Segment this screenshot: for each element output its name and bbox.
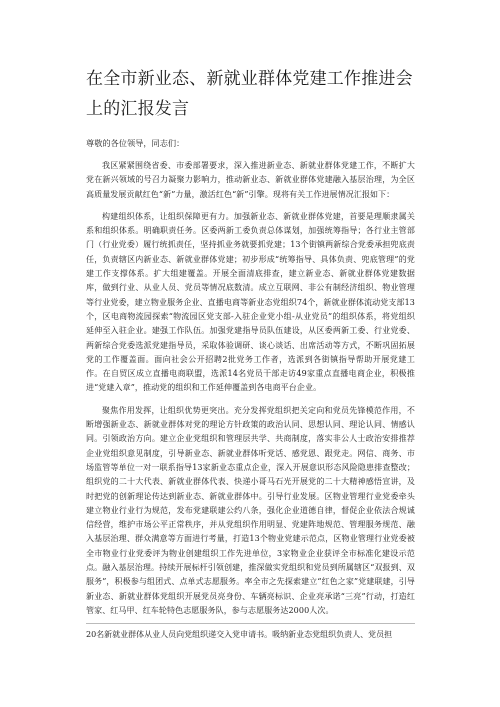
greeting: 尊敬的各位领导，同志们： — [86, 138, 185, 148]
paragraph-intro: 我区紧紧围绕省委、市委部署要求，深入推进新业态、新就业群体党建工作，不断扩大党在新兴领域的号召力凝聚力影响力，推动新业态、新就业群体党建融入基层治理，为全区高质量发展贡献红色“新”力量，激活红色“新”引擎。现将有关工作进展情况汇报如下： — [86, 161, 415, 199]
page-divider — [86, 623, 415, 624]
document-title: 在全市新业态、新就业群体党建工作推进会上的汇报发言 — [86, 69, 413, 119]
paragraph-organization-role: 聚焦作用发挥，让组织优势更突出。充分发挥党组织把关定向和党员先锋模范作用，不断增强新业态、新就业群体对党的理论方针政策的政治认同、思想认同、理论认同、情感认同。引领政治方向。建立企业党组织和管理层共学、共商制度，落实非公人士政治安排推荐企业党组织意见制度，引导新业态、新就业群体听党话、感党恩、跟党走。网信、商务、市场监管等单位一对一联系指导13家新业态重点企业，深入开展意识形态风险隐患排查整改；组织党的二十大代表、新就业群体代表、快递小哥马石光开展党的二十大精神感悟宣讲，及时把党的创新理论传达到新业态、新就业群体中。引导行业发展。区物业管理行业党委牵头建立物业行业行为规范，发布党建联建公约八条，强化企业道德自律，督促企业依法合规诚信经营，维护市场公平正常秩序，并从党组织作用明显、党建阵地规范、管理服务规范、融入基层治理、群众满意等方面进行考量，打造13个物业党建示范点，区物业管理行业党委被全市物业行业党委评为物业创建组织工作先进单位，3家物业企业获评全市标准化建设示范点。融入基层治理。持续开展标杆引领创建，推深做实党组织和党员到所属辖区“双报到、双服务”，积极参与组团式、点单式志愿服务。率全市之先探索建立“红色之家”党建联建，引导新业态、新就业群体党组织开展党员亮身份、车辆亮标识、企业亮承诺“三亮”行动，打造红管家、红马甲、红车轮特色志愿服务队，参与志愿服务达2000人次。 — [86, 405, 415, 615]
paragraph-organization-system: 构建组织体系，让组织保障更有力。加强新业态、新就业群体党建，首要是理顺隶属关系和组织体系。明确职责任务。区委两新工委负责总体谋划，加强统筹指导；各行业主管部门（行业党委）履行统抓责任，坚持抓业务就要抓党建；13个街镇两新综合党委承担兜底责任，负责辖区内新业态、新就业群体党建；初步形成“统筹指导、具体负责、兜底管理”的党建工作支撑体系。扩大组建覆盖。开展全面清底排查，建立新业态、新就业群体党建数据库，做到行业、从业人员、党员等情况底数清。成立互联网、非公有制经济组织、物业管理等行业党委，建立物业服务企业、直播电商等新业态党组织74个，新就业群体流动党支部13个，区电商物流园探索“物流园区党支部-入驻企业党小组-从业党员”的组织体系，将党组织延伸至入驻企业。建强工作队伍。加强党建指导员队伍建设，从区委两新工委、行业党委、两新综合党委选派党建指导员，采取体验调研、谈心谈话、出席活动等方式，不断巩固拓展党的工作覆盖面。面向社会公开招聘2批党务工作者，选派到各街镇指导帮助开展党建工作。在自贸区成立直播电商联盟，选派14名党员干部走访49家重点直播电商企业，积极推进“党建入章”，推动党的组织和工作延伸覆盖到各电商平台企业。 — [86, 211, 415, 393]
continuation-line: 20名新就业群体从业人员向党组织递交入党申请书。吸纳新业态党组织负责人、党员担 — [86, 630, 393, 640]
